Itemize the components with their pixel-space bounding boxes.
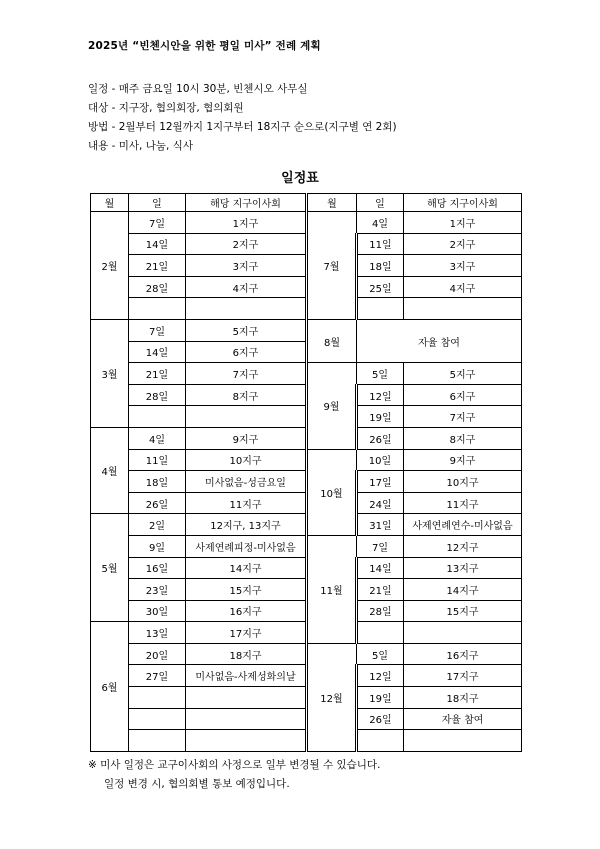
info-method: 방법 - 2월부터 12월까지 1지구부터 18지구 순으로(지구별 연 2회)	[88, 121, 397, 133]
day-cell-left	[129, 730, 186, 752]
month-cell-left: 5월	[91, 514, 129, 622]
header-district-right: 해당 지구이사회	[404, 194, 522, 212]
district-cell-left: 사제연례피정-미사없음	[186, 535, 307, 557]
district-cell-right: 14지구	[404, 579, 522, 601]
day-cell-left: 4일	[129, 427, 186, 449]
district-cell-right	[404, 622, 522, 644]
district-cell-left	[186, 708, 307, 730]
day-cell-right: 24일	[357, 492, 404, 514]
district-cell-right: 5지구	[404, 363, 522, 385]
day-cell-right: 5일	[357, 363, 404, 385]
day-cell-left: 13일	[129, 622, 186, 644]
district-cell-right: 13지구	[404, 557, 522, 579]
table-row	[91, 643, 522, 665]
footnote-notify: 일정 변경 시, 협의회별 통보 예정입니다.	[104, 778, 290, 790]
day-cell-right: 26일	[357, 708, 404, 730]
table-row	[91, 687, 522, 709]
district-cell-right: 9지구	[404, 449, 522, 471]
day-cell-right: 31일	[357, 514, 404, 536]
district-cell-right: 10지구	[404, 471, 522, 493]
table-row	[91, 233, 522, 255]
day-cell-left: 7일	[129, 319, 186, 341]
day-cell-left: 28일	[129, 384, 186, 406]
table-row	[91, 492, 522, 514]
day-cell-right: 21일	[357, 579, 404, 601]
day-cell-left	[129, 406, 186, 428]
district-cell-right: 18지구	[404, 687, 522, 709]
month-cell-right: 10월	[307, 449, 357, 535]
district-cell-right: 11지구	[404, 492, 522, 514]
district-cell-right: 6지구	[404, 384, 522, 406]
month-cell-right: 9월	[307, 363, 357, 449]
day-cell-right: 26일	[357, 427, 404, 449]
table-row	[91, 298, 522, 320]
district-cell-left: 5지구	[186, 319, 307, 341]
day-cell-left: 20일	[129, 643, 186, 665]
district-cell-right: 16지구	[404, 643, 522, 665]
day-cell-left: 11일	[129, 449, 186, 471]
district-cell-right: 1지구	[404, 212, 522, 234]
table-row	[91, 406, 522, 428]
district-cell-left	[186, 406, 307, 428]
district-cell-right: 2지구	[404, 233, 522, 255]
day-cell-right: 10일	[357, 449, 404, 471]
district-cell-left: 6지구	[186, 341, 307, 363]
district-cell-right: 3지구	[404, 255, 522, 277]
day-cell-right	[357, 622, 404, 644]
month-cell-left: 4월	[91, 427, 129, 513]
day-cell-left: 16일	[129, 557, 186, 579]
district-cell-right: 사제연례연수-미사없음	[404, 514, 522, 536]
table-row	[91, 427, 522, 449]
district-cell-left: 18지구	[186, 643, 307, 665]
district-cell-right	[404, 298, 522, 320]
day-cell-right: 19일	[357, 406, 404, 428]
table-row	[91, 708, 522, 730]
month-cell-left: 6월	[91, 622, 129, 752]
month-cell-right: 11월	[307, 535, 357, 643]
day-cell-left: 28일	[129, 276, 186, 298]
footnote-change-notice: ※ 미사 일정은 교구이사회의 사정으로 일부 변경될 수 있습니다.	[88, 759, 381, 771]
table-row	[91, 319, 522, 341]
header-district-left: 해당 지구이사회	[186, 194, 307, 212]
day-cell-left: 23일	[129, 579, 186, 601]
district-cell-left: 10지구	[186, 449, 307, 471]
district-cell-left: 1지구	[186, 212, 307, 234]
table-row	[91, 579, 522, 601]
table-row	[91, 514, 522, 536]
district-cell-left: 14지구	[186, 557, 307, 579]
month-cell-left: 3월	[91, 319, 129, 427]
day-cell-right: 4일	[357, 212, 404, 234]
day-cell-left: 2일	[129, 514, 186, 536]
day-cell-left: 9일	[129, 535, 186, 557]
district-cell-right: 17지구	[404, 665, 522, 687]
day-cell-left: 7일	[129, 212, 186, 234]
district-cell-left: 15지구	[186, 579, 307, 601]
day-cell-left: 26일	[129, 492, 186, 514]
district-cell-left: 11지구	[186, 492, 307, 514]
day-cell-right: 17일	[357, 471, 404, 493]
day-cell-left: 14일	[129, 233, 186, 255]
district-cell-left	[186, 730, 307, 752]
table-row	[91, 363, 522, 385]
day-cell-right	[357, 298, 404, 320]
table-row	[91, 449, 522, 471]
document-title: 2025년 “빈첸시안을 위한 평일 미사” 전례 계획	[88, 40, 321, 52]
info-schedule: 일정 - 매주 금요일 10시 30분, 빈첸시오 사무실	[88, 83, 308, 95]
district-cell-right	[404, 730, 522, 752]
district-cell-left: 미사없음-성금요일	[186, 471, 307, 493]
day-cell-right: 25일	[357, 276, 404, 298]
table-row	[91, 600, 522, 622]
month-cell-right: 8월	[307, 319, 357, 362]
district-cell-left: 17지구	[186, 622, 307, 644]
month-cell-right: 7월	[307, 212, 357, 320]
table-row	[91, 276, 522, 298]
district-cell-left	[186, 298, 307, 320]
day-cell-left	[129, 687, 186, 709]
table-row	[91, 557, 522, 579]
district-cell-left	[186, 687, 307, 709]
day-cell-left: 27일	[129, 665, 186, 687]
table-row	[91, 255, 522, 277]
day-cell-right: 18일	[357, 255, 404, 277]
info-target: 대상 - 지구장, 협의회장, 협의회원	[88, 102, 244, 114]
district-cell-left: 3지구	[186, 255, 307, 277]
district-cell-right: 8지구	[404, 427, 522, 449]
district-cell-left: 8지구	[186, 384, 307, 406]
table-row	[91, 212, 522, 234]
day-cell-right: 5일	[357, 643, 404, 665]
info-content: 내용 - 미사, 나눔, 식사	[88, 140, 193, 152]
header-day-left: 일	[129, 194, 186, 212]
district-cell-left: 9지구	[186, 427, 307, 449]
district-cell-left: 7지구	[186, 363, 307, 385]
district-cell-left: 4지구	[186, 276, 307, 298]
header-month-left: 월	[91, 194, 129, 212]
august-free-participation: 자율 참여	[357, 319, 522, 362]
table-header-row	[91, 194, 522, 212]
district-cell-right: 7지구	[404, 406, 522, 428]
district-cell-left: 미사없음-사제성화의날	[186, 665, 307, 687]
header-day-right: 일	[357, 194, 404, 212]
table-row	[91, 730, 522, 752]
day-cell-right: 19일	[357, 687, 404, 709]
day-cell-left: 14일	[129, 341, 186, 363]
district-cell-right: 4지구	[404, 276, 522, 298]
district-cell-right: 12지구	[404, 535, 522, 557]
table-row	[91, 622, 522, 644]
table-row	[91, 384, 522, 406]
day-cell-right	[357, 730, 404, 752]
day-cell-left: 21일	[129, 363, 186, 385]
day-cell-left: 30일	[129, 600, 186, 622]
table-row	[91, 471, 522, 493]
day-cell-left: 21일	[129, 255, 186, 277]
day-cell-right: 12일	[357, 665, 404, 687]
month-cell-right: 12월	[307, 643, 357, 751]
day-cell-right: 14일	[357, 557, 404, 579]
day-cell-right: 11일	[357, 233, 404, 255]
district-cell-left: 12지구, 13지구	[186, 514, 307, 536]
table-row	[91, 665, 522, 687]
table-row	[91, 535, 522, 557]
schedule-table	[90, 193, 522, 752]
day-cell-right: 12일	[357, 384, 404, 406]
day-cell-left: 18일	[129, 471, 186, 493]
day-cell-right: 7일	[357, 535, 404, 557]
header-month-right: 월	[307, 194, 357, 212]
schedule-title: 일정표	[281, 171, 319, 186]
district-cell-right: 15지구	[404, 600, 522, 622]
day-cell-left	[129, 708, 186, 730]
day-cell-left	[129, 298, 186, 320]
district-cell-left: 16지구	[186, 600, 307, 622]
district-cell-right: 자율 참여	[404, 708, 522, 730]
month-cell-left: 2월	[91, 212, 129, 320]
district-cell-left: 2지구	[186, 233, 307, 255]
day-cell-right: 28일	[357, 600, 404, 622]
